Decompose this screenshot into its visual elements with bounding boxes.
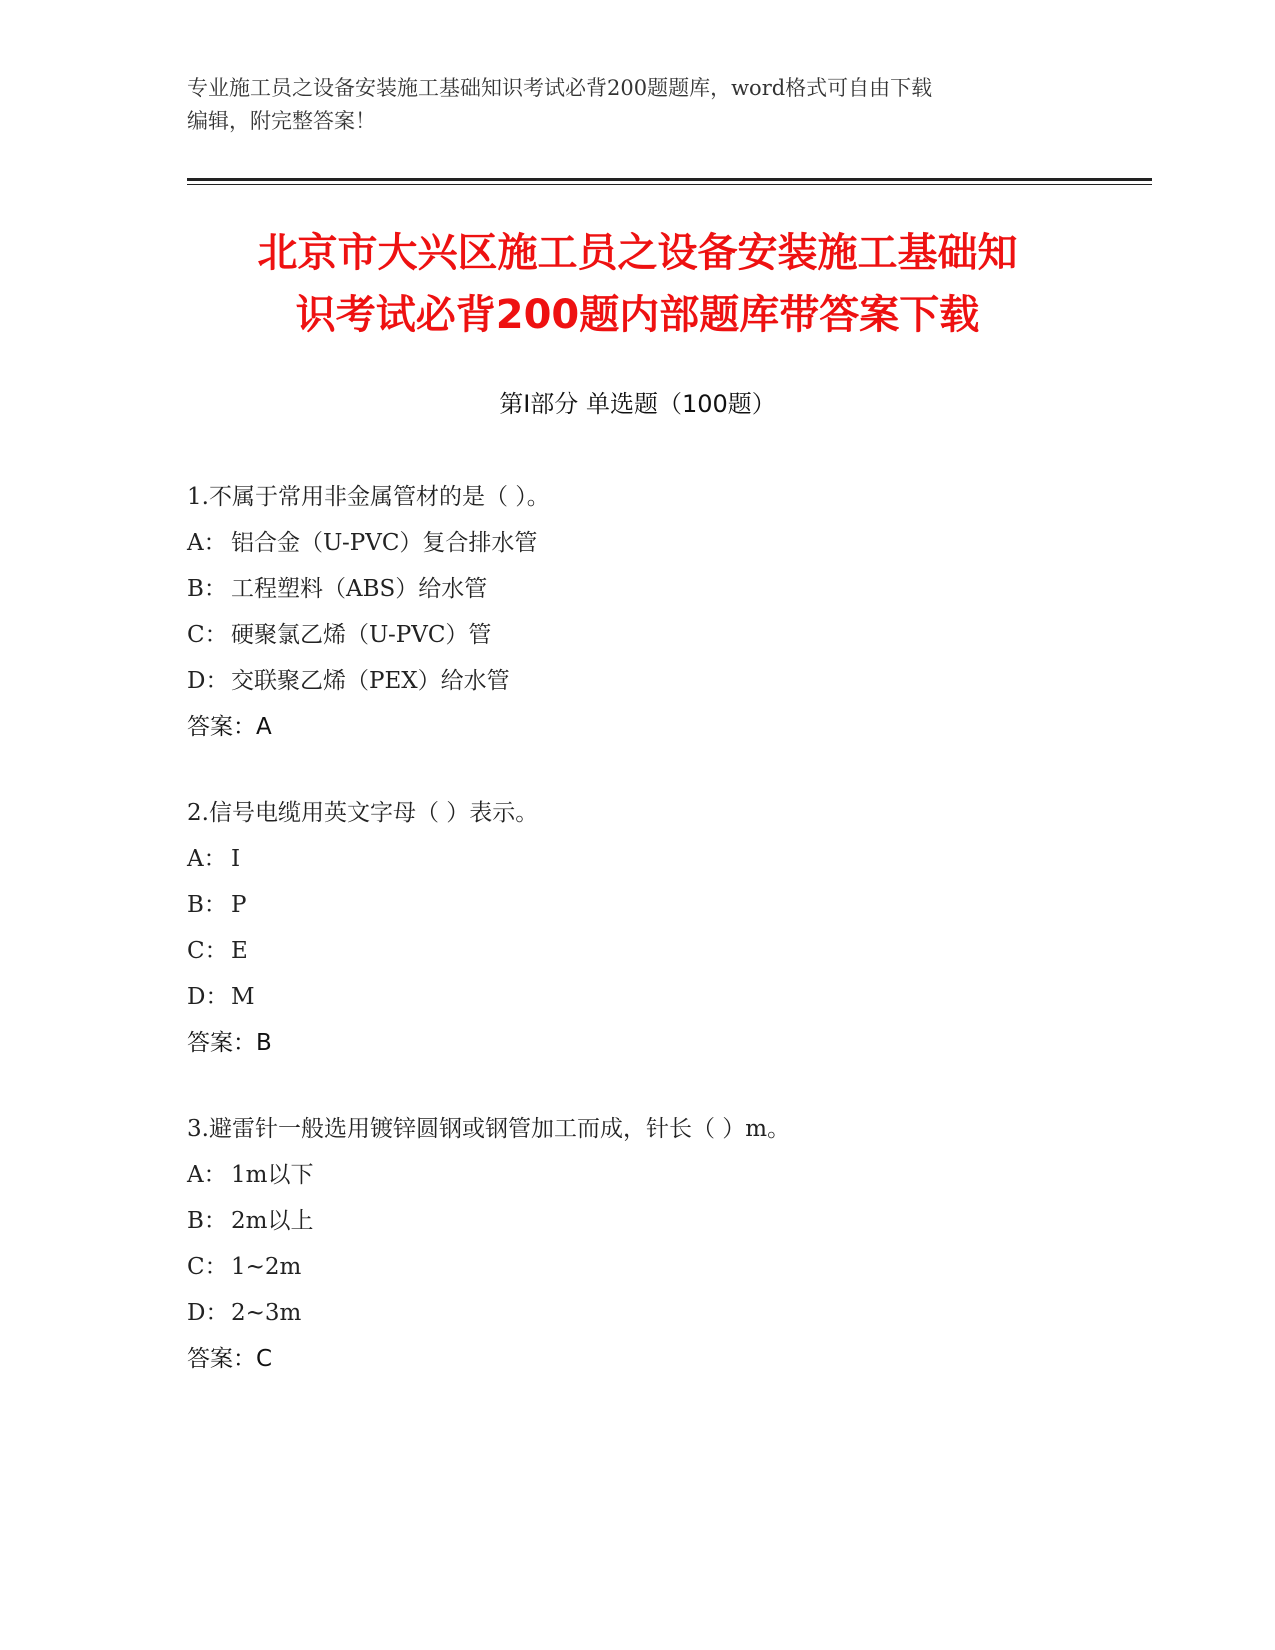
option-key: D： [187, 1300, 229, 1326]
question-1 [187, 474, 1147, 750]
option-key: D： [187, 984, 229, 1010]
option-b [187, 882, 1147, 928]
question-stem: 3.避雷针一般选用镀锌圆钢或钢管加工而成，针长（ ）m。 [187, 1116, 791, 1142]
option-text: 工程塑料（ABS）给水管 [231, 576, 488, 602]
option-text: 2~3m [231, 1300, 302, 1326]
option-key: B： [187, 1208, 227, 1234]
document-title [130, 222, 1145, 346]
option-d [187, 658, 1147, 704]
option-text: M [231, 984, 255, 1010]
question-2 [187, 790, 1147, 1066]
option-text: 1m以下 [231, 1162, 314, 1188]
option-d [187, 1290, 1147, 1336]
option-text: 1~2m [231, 1254, 302, 1280]
option-a [187, 520, 1147, 566]
question-3 [187, 1106, 1147, 1382]
option-text: 2m以上 [231, 1208, 314, 1234]
header-note-line-2: 编辑，附完整答案！ [187, 109, 376, 133]
option-c [187, 1244, 1147, 1290]
option-text: P [231, 892, 247, 918]
option-text: 交联聚乙烯（PEX）给水管 [231, 668, 510, 694]
option-c [187, 928, 1147, 974]
document-title-line-2: 识考试必背200题内部题库带答案下载 [295, 292, 980, 338]
section-title: 第Ⅰ部分 单选题（100题） [499, 390, 776, 418]
option-text: E [231, 938, 248, 964]
option-b [187, 1198, 1147, 1244]
option-key: A： [187, 846, 227, 872]
option-a [187, 1152, 1147, 1198]
option-key: A： [187, 1162, 227, 1188]
option-text: 铝合金（U-PVC）复合排水管 [231, 530, 538, 556]
option-key: A： [187, 530, 227, 556]
option-key: C： [187, 622, 228, 648]
option-key: B： [187, 576, 227, 602]
option-text: 硬聚氯乙烯（U-PVC）管 [231, 622, 492, 648]
option-key: C： [187, 938, 228, 964]
header-divider-thin [187, 184, 1152, 185]
header-divider-thick [187, 178, 1152, 181]
question-stem: 2.信号电缆用英文字母（ ）表示。 [187, 800, 539, 826]
option-key: C： [187, 1254, 228, 1280]
option-b [187, 566, 1147, 612]
option-d [187, 974, 1147, 1020]
option-c [187, 612, 1147, 658]
header-note-line-1: 专业施工员之设备安装施工基础知识考试必背200题题库，word格式可自由下载 [187, 76, 933, 100]
option-a [187, 836, 1147, 882]
option-key: D： [187, 668, 229, 694]
option-text: I [231, 846, 241, 872]
answer-line: 答案：B [187, 1030, 272, 1056]
document-title-line-1: 北京市大兴区施工员之设备安装施工基础知 [257, 230, 1018, 276]
header-note [187, 72, 1087, 138]
question-stem: 1.不属于常用非金属管材的是（ ）。 [187, 484, 550, 510]
question-list [187, 474, 1147, 1422]
answer-line: 答案：A [187, 714, 272, 740]
option-key: B： [187, 892, 227, 918]
answer-line: 答案：C [187, 1346, 273, 1372]
